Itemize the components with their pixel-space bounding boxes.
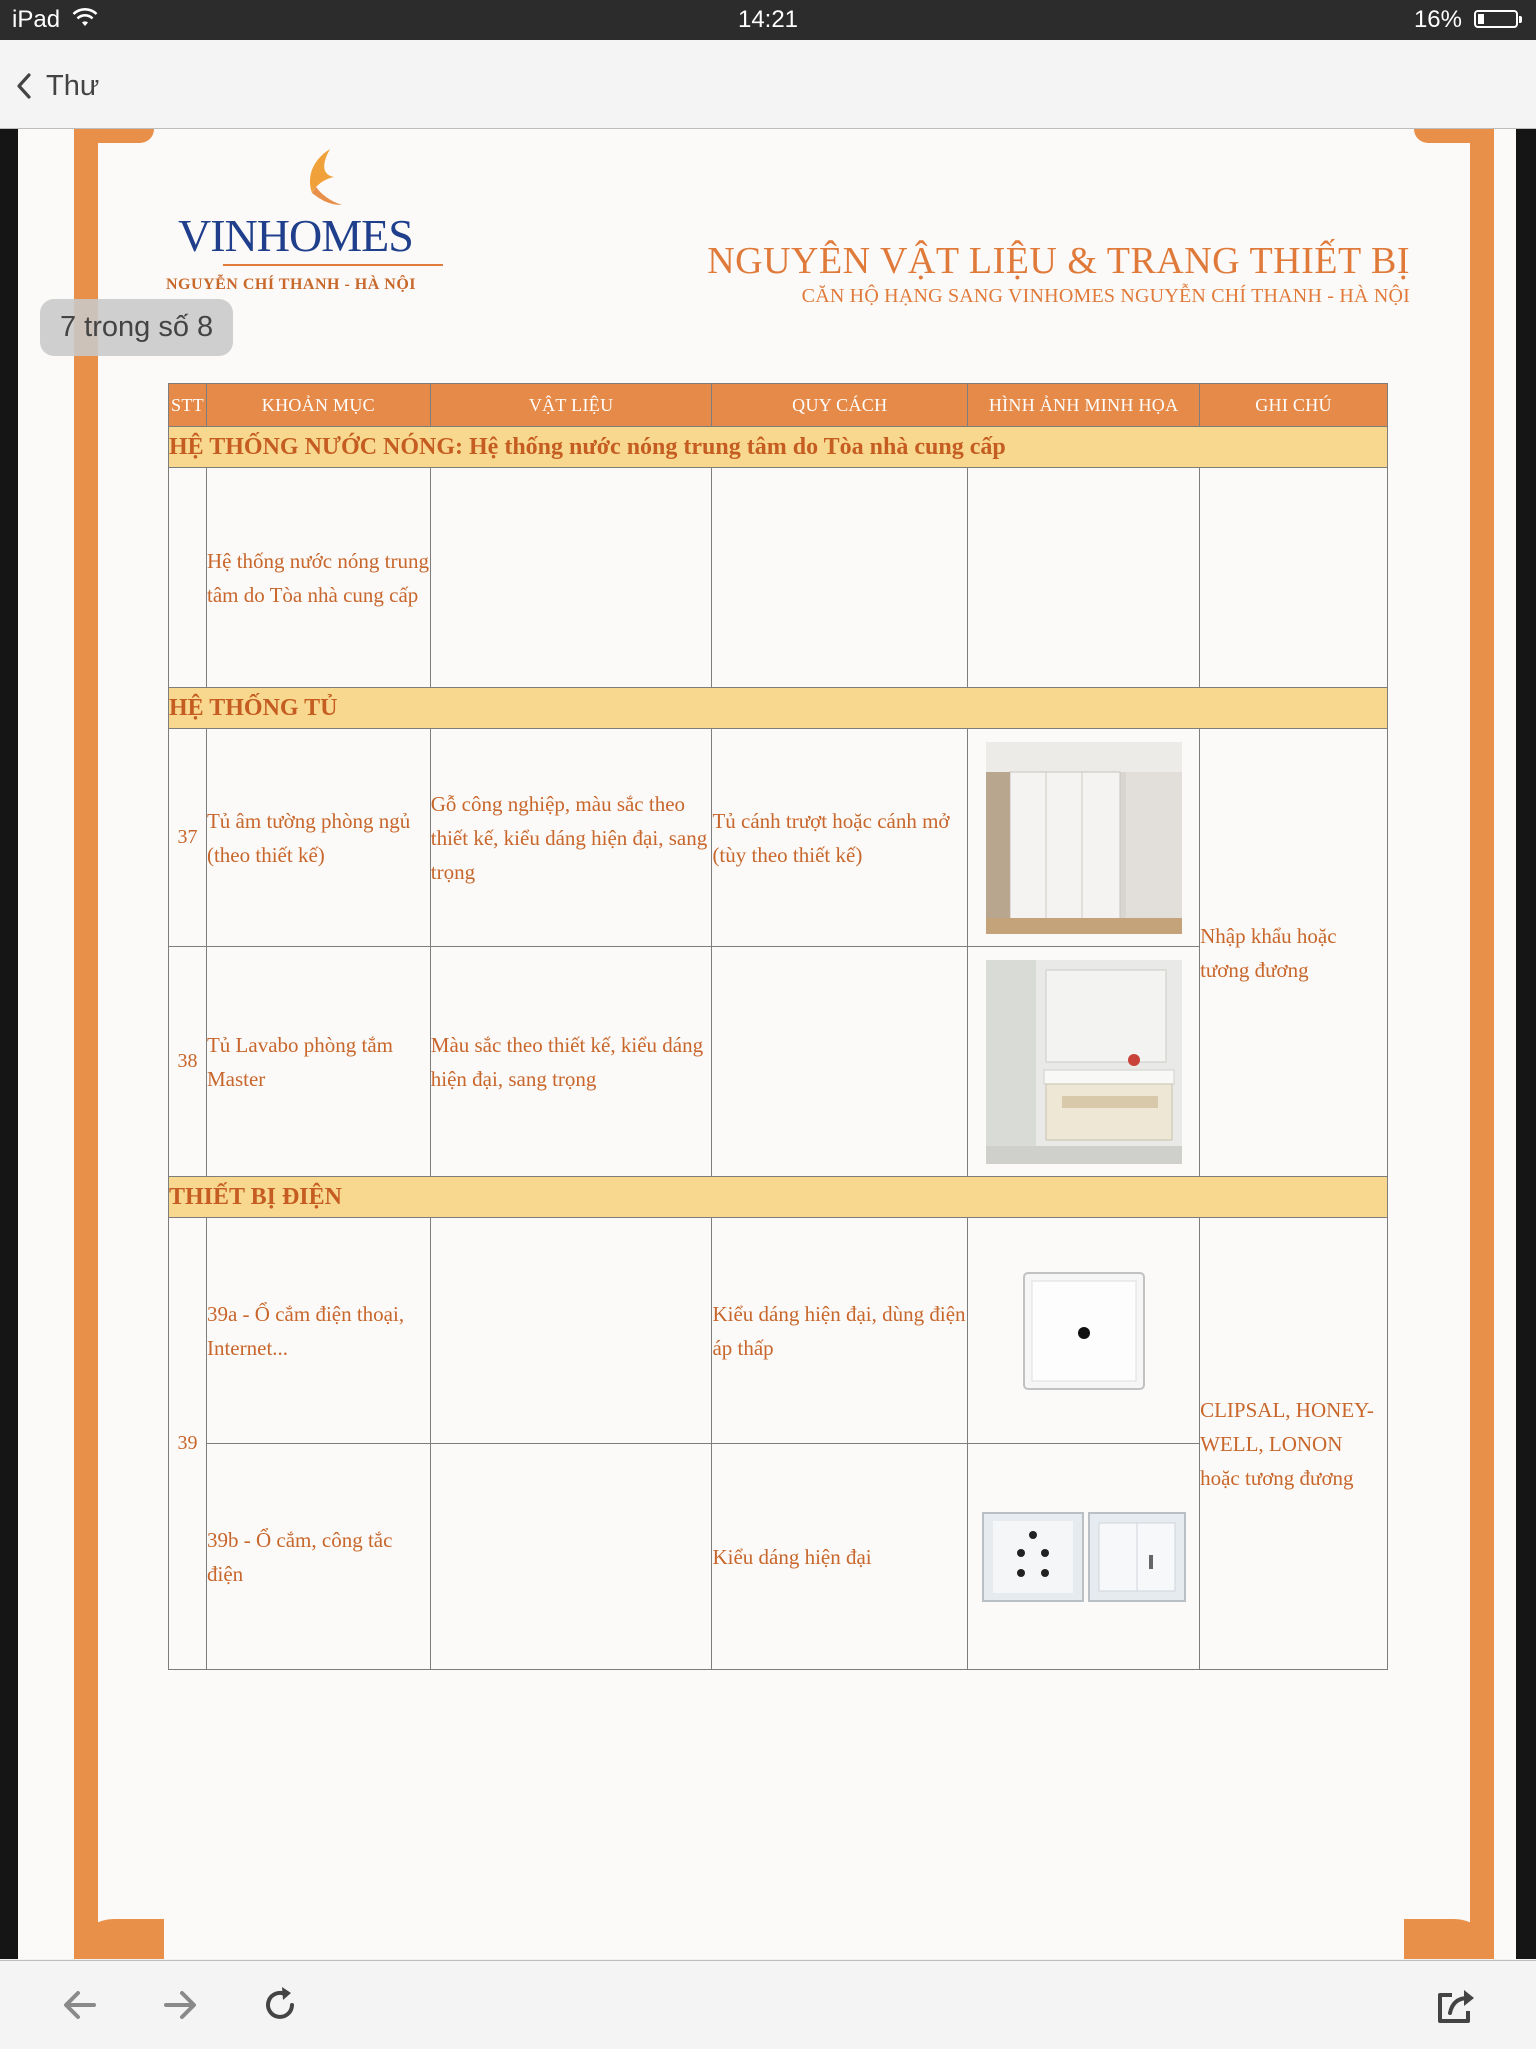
- section-title: THIẾT BỊ ĐIỆN: [169, 1177, 1388, 1218]
- item-cell: 39b - Ổ cắm, công tắc điện: [206, 1444, 430, 1670]
- page-border-corner: [74, 129, 154, 143]
- material-cell: Màu sắc theo thiết kế, kiểu dáng hiện đại, sang trọng: [430, 947, 712, 1177]
- logo-subtitle: NGUYỄN CHÍ THANH - HÀ NỘI: [166, 276, 416, 293]
- stt-cell: 38: [169, 947, 207, 1177]
- item-cell: Hệ thống nước nóng trung tâm do Tòa nhà cung cấp: [206, 468, 430, 688]
- socket-switch-image: [981, 1509, 1187, 1605]
- table-row: [169, 729, 1388, 947]
- stt-cell: [169, 468, 207, 688]
- image-cell: [968, 947, 1200, 1177]
- section-title: HỆ THỐNG NƯỚC NÓNG: Hệ thống nước nóng trung tâm do Tòa nhà cung cấp: [169, 427, 1388, 468]
- item-cell: Tủ âm tường phòng ngủ (theo thiết kế): [206, 729, 430, 947]
- note-cell: CLIPSAL, HONEY-WELL, LONON hoặc tương đương: [1200, 1218, 1388, 1670]
- forward-arrow-icon[interactable]: [158, 1983, 202, 2027]
- section-title: HỆ THỐNG TỦ: [169, 688, 1388, 729]
- chevron-left-icon: [14, 71, 34, 101]
- col-header: STT: [169, 384, 207, 427]
- back-label: Thư: [46, 69, 100, 102]
- wardrobe-image: [986, 742, 1182, 934]
- bottom-toolbar: [0, 1960, 1536, 2049]
- document-page: [18, 129, 1516, 1959]
- device-label: iPad: [12, 6, 61, 33]
- share-icon[interactable]: [1434, 1983, 1478, 2027]
- battery-icon: [1474, 10, 1518, 28]
- item-cell: Tủ Lavabo phòng tắm Master: [206, 947, 430, 1177]
- table-row: [169, 468, 1388, 688]
- back-arrow-icon[interactable]: [58, 1983, 102, 2027]
- material-cell: Gỗ công nghiệp, màu sắc theo thiết kế, kiểu dáng hiện đại, sang trọng: [430, 729, 712, 947]
- stt-cell: 39: [169, 1218, 207, 1670]
- clock: 14:21: [737, 6, 799, 33]
- page-indicator: 7 trong số 8: [40, 299, 233, 356]
- material-cell: [430, 468, 712, 688]
- spec-cell: Tủ cánh trượt hoặc cánh mở (tùy theo thiết kế): [712, 729, 968, 947]
- page-border: [74, 129, 98, 1959]
- document-title: NGUYÊN VẬT LIỆU & TRANG THIẾT BỊ: [707, 240, 1410, 282]
- material-cell: [430, 1218, 712, 1444]
- table-row: [169, 1218, 1388, 1444]
- col-header: QUY CÁCH: [712, 384, 968, 427]
- col-header: VẬT LIỆU: [430, 384, 712, 427]
- image-cell: [968, 1444, 1200, 1670]
- phone-socket-image: [1022, 1271, 1146, 1391]
- logo-underline: [223, 264, 443, 266]
- section-row: [169, 427, 1388, 468]
- spec-cell: Kiểu dáng hiện đại: [712, 1444, 968, 1670]
- spec-table: [168, 383, 1388, 1670]
- lavabo-image: [986, 960, 1182, 1164]
- col-header: GHI CHÚ: [1200, 384, 1388, 427]
- back-button[interactable]: [14, 66, 99, 106]
- table-header-row: [169, 384, 1388, 427]
- nav-bar: [0, 40, 1536, 129]
- image-cell: [968, 729, 1200, 947]
- reload-icon[interactable]: [258, 1983, 302, 2027]
- spec-cell: Kiểu dáng hiện đại, dùng điện áp thấp: [712, 1218, 968, 1444]
- battery-percent: 16%: [1413, 6, 1462, 33]
- image-cell: [968, 468, 1200, 688]
- material-cell: [430, 1444, 712, 1670]
- spec-cell: [712, 947, 968, 1177]
- logo-bird-icon: [286, 145, 346, 215]
- document-subtitle: CĂN HỘ HẠNG SANG VINHOMES NGUYỄN CHÍ THANH - HÀ NỘI: [801, 285, 1410, 307]
- section-row: [169, 688, 1388, 729]
- col-header: KHOẢN MỤC: [206, 384, 430, 427]
- image-cell: [968, 1218, 1200, 1444]
- page-border-corner: [1414, 129, 1494, 143]
- col-header: HÌNH ẢNH MINH HỌA: [968, 384, 1200, 427]
- logo-text: VINHOMES: [178, 210, 413, 261]
- item-cell: 39a - Ổ cắm điện thoại, Internet...: [206, 1218, 430, 1444]
- page-border: [1470, 129, 1494, 1959]
- spec-cell: [712, 468, 968, 688]
- note-cell: Nhập khẩu hoặc tương đương: [1200, 729, 1388, 1177]
- note-cell: [1200, 468, 1388, 688]
- document-viewer[interactable]: [0, 129, 1536, 1959]
- status-bar: [0, 0, 1536, 40]
- section-row: [169, 1177, 1388, 1218]
- stt-cell: 37: [169, 729, 207, 947]
